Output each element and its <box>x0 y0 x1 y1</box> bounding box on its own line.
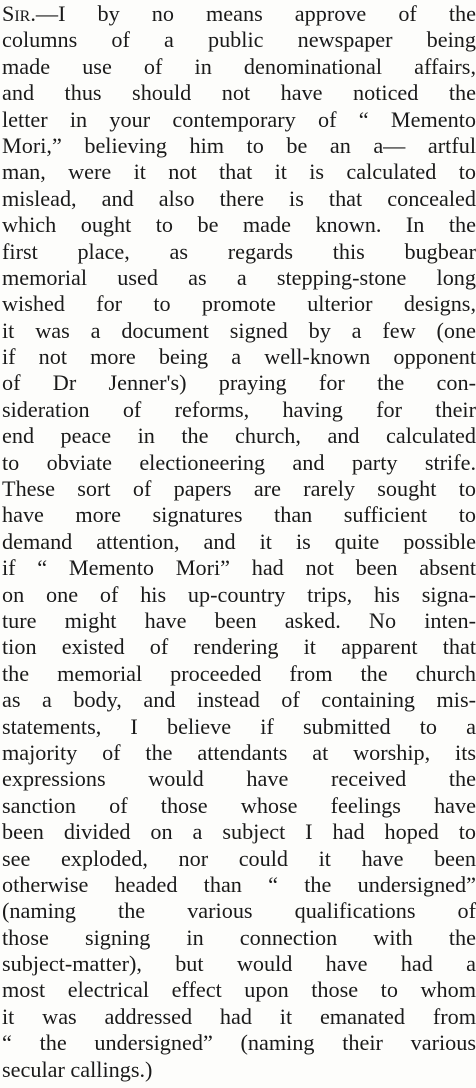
text-line: see exploded, nor could it have been <box>2 845 476 871</box>
text-line: on one of his up-country trips, his signa- <box>2 581 476 607</box>
text-line: and thus should not have noticed the <box>2 80 476 106</box>
text-line: been divided on a subject I had hoped to <box>2 819 476 845</box>
text-line: demand attention, and it is quite possible <box>2 528 476 554</box>
text-line: as a body, and instead of containing mis- <box>2 687 476 713</box>
text-line: statements, I believe if submitted to a <box>2 713 476 739</box>
text-line <box>2 1 476 27</box>
text-line: if “ Memento Mori” had not been absent <box>2 555 476 581</box>
text-line: mislead, and also there is that concealed <box>2 185 476 211</box>
text-line: Mori,” believing him to be an a— artful <box>2 132 476 158</box>
text-line: sideration of reforms, having for their <box>2 396 476 422</box>
text-line: it was a document signed by a few (one <box>2 317 476 343</box>
text-line: which ought to be made known. In the <box>2 212 476 238</box>
text-line: to obviate electioneering and party strife. <box>2 449 476 475</box>
text-line: most electrical effect upon those to whom <box>2 977 476 1003</box>
text-line: have more signatures than sufficient to <box>2 502 476 528</box>
text-line: expressions would have received the <box>2 766 476 792</box>
text-line: end peace in the church, and calculated <box>2 423 476 449</box>
text-line: ture might have been asked. No inten- <box>2 607 476 633</box>
text-line: if not more being a well-known opponent <box>2 344 476 370</box>
text-line: letter in your contemporary of “ Memento <box>2 106 476 132</box>
text-line: sanction of those whose feelings have <box>2 792 476 818</box>
text-line-last: secular callings.) <box>2 1056 153 1082</box>
text-line: columns of a public newspaper being <box>2 27 476 53</box>
text-line: tion existed of rendering it apparent that <box>2 634 476 660</box>
text-line: it was addressed had it emanated from <box>2 1003 476 1029</box>
text-line: majority of the attendants at worship, its <box>2 739 476 765</box>
text-line: otherwise headed than “ the undersigned” <box>2 871 476 897</box>
letter-column <box>2 1 476 1083</box>
text-line: (naming the various qualifications of <box>2 898 476 924</box>
line-text: —I by no means approve of the <box>35 1 476 26</box>
text-line: wished for to promote ulterior designs, <box>2 291 476 317</box>
text-line: These sort of papers are rarely sought to <box>2 476 476 502</box>
text-line: memorial used as a stepping-stone long <box>2 264 476 290</box>
text-line: man, were it not that it is calculated to <box>2 159 476 185</box>
text-line: the memorial proceeded from the church <box>2 660 476 686</box>
text-line: made use of in denominational affairs, <box>2 53 476 79</box>
text-line: “ the undersigned” (naming their various <box>2 1030 476 1056</box>
text-line: those signing in connection with the <box>2 924 476 950</box>
text-line: of Dr Jenner's) praying for the con- <box>2 370 476 396</box>
text-line: subject-matter), but would have had a <box>2 951 476 977</box>
salutation: Sir. <box>2 1 36 26</box>
text-line: first place, as regards this bugbear <box>2 238 476 264</box>
